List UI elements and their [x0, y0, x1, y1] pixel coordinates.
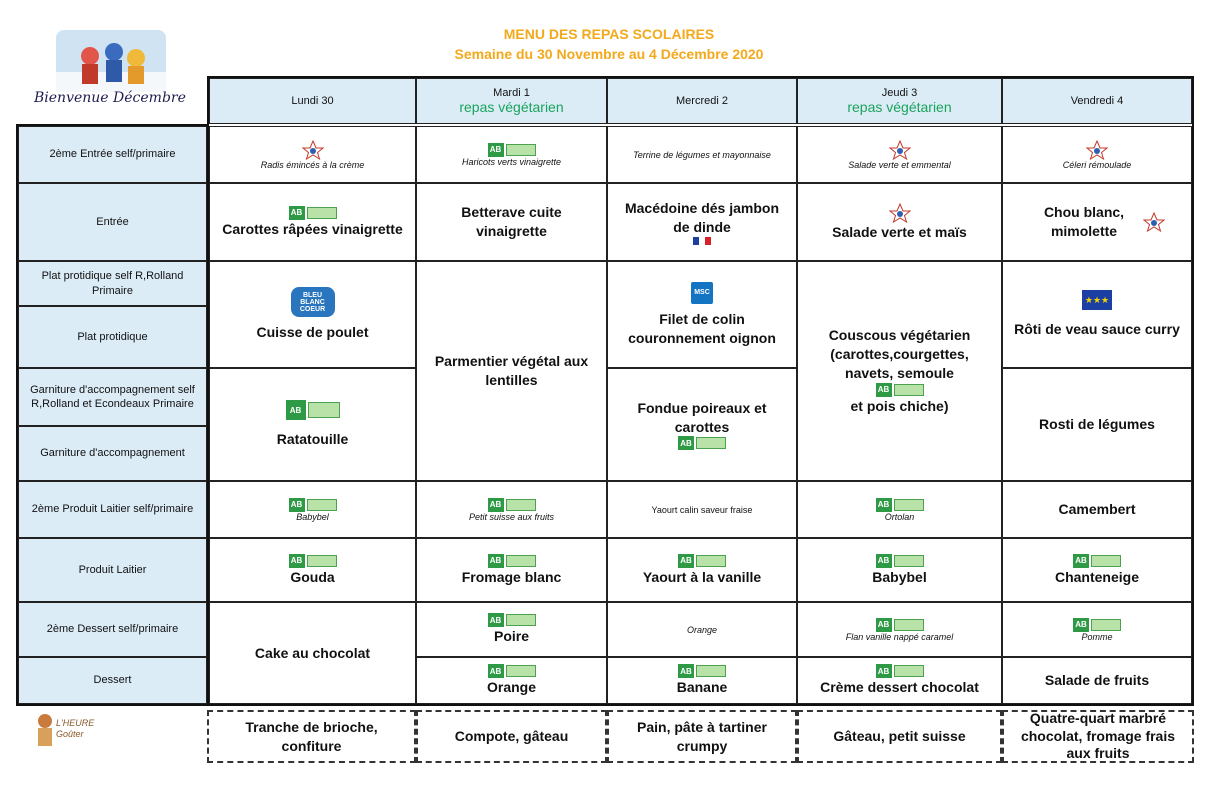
row-label-dessert: Dessert	[18, 657, 207, 704]
french-flag-icon	[693, 237, 711, 245]
day-header-mercredi: Mercredi 2	[607, 78, 797, 124]
msc-fish-icon: MSC	[691, 282, 713, 304]
gouter-character-icon	[34, 712, 56, 750]
cell-dessert-lundi: Cake au chocolat	[209, 602, 416, 704]
cell-garniture-lundi: AB Ratatouille	[209, 368, 416, 481]
cell-dessert2-jeudi: AB Flan vanille nappé caramel	[797, 602, 1002, 657]
cell-plat-lundi: BLEU BLANC COEUR Cuisse de poulet	[209, 261, 416, 368]
vegetarian-note: repas végétarien	[459, 99, 564, 115]
cell-laitier-mercredi: AB Yaourt à la vanille	[607, 538, 797, 602]
row-label-garniture: Garniture d'accompagnement	[18, 426, 207, 481]
origin-star-icon	[1143, 212, 1165, 232]
cell-entree2-vendredi: Céleri rémoulade	[1002, 126, 1192, 183]
cell-entree-jeudi: Salade verte et maïs	[797, 183, 1002, 261]
ab-organic-icon: AB	[876, 618, 924, 632]
cell-dessert-jeudi: AB Crème dessert chocolat	[797, 657, 1002, 704]
row-label-laitier: Produit Laitier	[18, 538, 207, 602]
cell-entree-mardi: Betterave cuite vinaigrette	[416, 183, 607, 261]
vegetarian-note: repas végétarien	[847, 99, 952, 115]
cell-entree2-lundi: Radis émincés à la crème	[209, 126, 416, 183]
ab-organic-icon: AB	[1073, 554, 1121, 568]
ab-organic-icon: AB	[289, 554, 337, 568]
row-label-plat-self: Plat protidique self R,Rolland Primaire	[18, 261, 207, 306]
cell-garniture-mercredi: Fondue poireaux et carottes AB	[607, 368, 797, 481]
ab-organic-icon: AB	[286, 400, 340, 420]
gouter-logo	[34, 712, 94, 752]
row-label-plat: Plat protidique	[18, 306, 207, 368]
cell-plat-mardi: Parmentier végétal aux lentilles	[416, 261, 607, 481]
ab-organic-icon: AB	[678, 664, 726, 678]
cell-dessert-mardi: AB Orange	[416, 657, 607, 704]
cell-entree-vendredi: Chou blanc, mimolette	[1002, 183, 1192, 261]
eu-flag-icon: ★★★	[1082, 290, 1112, 310]
ab-organic-icon: AB	[488, 613, 536, 627]
bleu-blanc-coeur-icon: BLEU BLANC COEUR	[291, 287, 335, 317]
cell-laitier2-vendredi: Camembert	[1002, 481, 1192, 538]
logo-caption: Bienvenue Décembre	[34, 90, 186, 106]
ab-organic-icon: AB	[678, 554, 726, 568]
cell-entree-mercredi: Macédoine dés jambon de dinde	[607, 183, 797, 261]
ab-organic-icon: AB	[876, 664, 924, 678]
ab-organic-icon: AB	[1073, 618, 1121, 632]
cell-entree2-mercredi: Terrine de légumes et mayonnaise	[607, 126, 797, 183]
cell-dessert2-mardi: AB Poire	[416, 602, 607, 657]
row-label-entree2: 2ème Entrée self/primaire	[18, 126, 207, 183]
ab-organic-icon: AB	[488, 664, 536, 678]
ab-organic-icon: AB	[289, 498, 337, 512]
cell-plat-jeudi: Couscous végétarien (carottes,courgettes, navets, semoule AB et pois chiche)	[797, 261, 1002, 481]
december-logo	[30, 28, 200, 114]
ab-organic-icon: AB	[488, 554, 536, 568]
origin-star-icon	[1086, 140, 1108, 160]
ab-organic-icon: AB	[488, 143, 536, 157]
cell-plat-vendredi: ★★★ Rôti de veau sauce curry	[1002, 261, 1192, 368]
ab-organic-icon: AB	[488, 498, 536, 512]
row-label-dessert2: 2ème Dessert self/primaire	[18, 602, 207, 657]
cell-dessert2-vendredi: AB Pomme	[1002, 602, 1192, 657]
day-header-jeudi: Jeudi 3 repas végétarien	[797, 78, 1002, 124]
cell-laitier2-mercredi: Yaourt calin saveur fraise	[607, 481, 797, 538]
cell-garniture-vendredi: Rosti de légumes	[1002, 368, 1192, 481]
menu-title: MENU DES REPAS SCOLAIRES	[503, 26, 715, 42]
cell-entree-lundi: AB Carottes râpées vinaigrette	[209, 183, 416, 261]
cell-dessert-vendredi: Salade de fruits	[1002, 657, 1192, 704]
cell-dessert2-mercredi: Orange	[607, 602, 797, 657]
gouter-vendredi: Quatre-quart marbré chocolat, fromage frais aux fruits	[1002, 710, 1194, 763]
gouter-lundi: Tranche de brioche, confiture	[207, 710, 416, 763]
day-header-vendredi: Vendredi 4	[1002, 78, 1192, 124]
cell-entree2-jeudi: Salade verte et emmental	[797, 126, 1002, 183]
origin-star-icon	[889, 203, 911, 223]
ab-organic-icon: AB	[876, 554, 924, 568]
ab-organic-icon: AB	[678, 436, 726, 450]
cell-laitier2-jeudi: AB Ortolan	[797, 481, 1002, 538]
cell-laitier-lundi: AB Gouda	[209, 538, 416, 602]
cell-laitier-mardi: AB Fromage blanc	[416, 538, 607, 602]
origin-star-icon	[889, 140, 911, 160]
origin-star-icon	[302, 140, 324, 160]
cell-entree2-mardi: AB Haricots verts vinaigrette	[416, 126, 607, 183]
ab-organic-icon: AB	[876, 498, 924, 512]
cell-dessert-mercredi: AB Banane	[607, 657, 797, 704]
day-header-mardi: Mardi 1 repas végétarien	[416, 78, 607, 124]
gouter-jeudi: Gâteau, petit suisse	[797, 710, 1002, 763]
cell-plat-mercredi: MSC Filet de colin couronnement oignon	[607, 261, 797, 368]
row-label-garniture-self: Garniture d'accompagnement self R,Rolland et Econdeaux Primaire	[18, 368, 207, 426]
ab-organic-icon: AB	[876, 383, 924, 397]
cell-laitier2-mardi: AB Petit suisse aux fruits	[416, 481, 607, 538]
ab-organic-icon: AB	[289, 206, 337, 220]
row-label-laitier2: 2ème Produit Laitier self/primaire	[18, 481, 207, 538]
day-header-lundi: Lundi 30	[209, 78, 416, 124]
gouter-mercredi: Pain, pâte à tartiner crumpy	[607, 710, 797, 763]
menu-subtitle: Semaine du 30 Novembre au 4 Décembre 2020	[454, 46, 764, 62]
cell-laitier-jeudi: AB Babybel	[797, 538, 1002, 602]
row-label-entree: Entrée	[18, 183, 207, 261]
cell-laitier2-lundi: AB Babybel	[209, 481, 416, 538]
gouter-logo-text: L'HEURE Goûter	[56, 718, 95, 739]
gouter-mardi: Compote, gâteau	[416, 710, 607, 763]
cell-laitier-vendredi: AB Chanteneige	[1002, 538, 1192, 602]
